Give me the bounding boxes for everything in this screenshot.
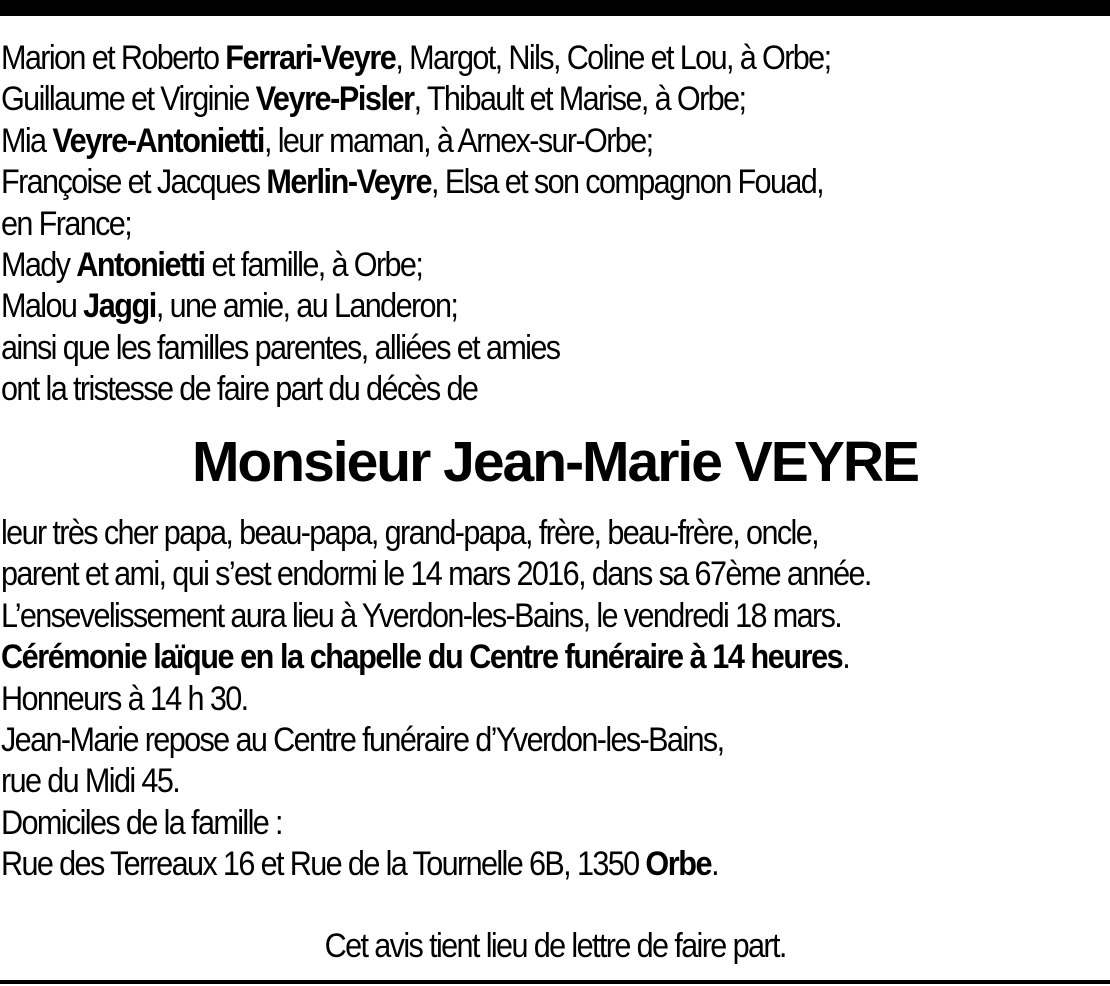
family-line	[1, 286, 996, 327]
ceremony-announcement: Cérémonie laïque en la chapelle du Centre funéraire à 14 heures	[1, 638, 843, 677]
family-line	[1, 162, 996, 203]
deceased-name-heading: Monsieur Jean-Marie VEYRE	[191, 430, 919, 494]
line-text: Marion et Roberto	[1, 39, 226, 77]
family-surname: Antonietti	[76, 245, 205, 284]
top-border-rule	[0, 0, 1110, 16]
closing-text: Cet avis tient lieu de lettre de faire part.	[324, 927, 786, 965]
family-surname: Ferrari-Veyre	[225, 39, 396, 77]
line-text: Jean-Marie repose au Centre funéraire d’Yverdon-les-Bains,	[1, 720, 724, 759]
line-text: L’ensevelissement aura lieu à Yverdon-les-Bains, le vendredi 18 mars.	[1, 596, 842, 635]
line-text: Mia	[1, 121, 53, 160]
line-text: Malou	[1, 287, 84, 326]
line-text: , une amie, au Landeron;	[155, 287, 458, 326]
family-line	[1, 369, 996, 410]
line-text: rue du Midi 45.	[1, 762, 180, 801]
line-text: , Thibault et Marise, à Orbe;	[413, 80, 746, 119]
detail-line	[1, 803, 996, 844]
line-text: Rue des Terreaux 16 et Rue de la Tournelle 6B, 1350	[1, 845, 646, 884]
family-list	[1, 38, 996, 411]
family-line	[1, 245, 996, 286]
line-text: Guillaume et Virginie	[1, 80, 256, 119]
line-text: parent et ami, qui s’est endormi le 14 mars 2016, dans sa 67ème année.	[1, 555, 871, 594]
detail-line	[1, 679, 996, 720]
family-surname: Jaggi	[83, 287, 156, 326]
town-name: Orbe	[645, 845, 712, 884]
line-text: leur très cher papa, beau-papa, grand-papa, frère, beau-frère, oncle,	[1, 514, 819, 552]
line-text: , Margot, Nils, Coline et Lou, à Orbe;	[395, 39, 831, 77]
line-text: ainsi que les familles parentes, alliées et amies	[1, 328, 560, 367]
line-text: Mady	[1, 245, 77, 284]
bottom-border-rule	[0, 980, 1110, 984]
family-surname: Merlin-Veyre	[266, 163, 432, 202]
detail-line	[1, 596, 996, 637]
family-line	[1, 79, 996, 120]
detail-line	[1, 720, 996, 761]
line-text: Honneurs à 14 h 30.	[1, 679, 248, 718]
line-text: .	[842, 638, 850, 677]
family-line	[1, 204, 996, 245]
family-line	[1, 38, 996, 79]
detail-line	[1, 761, 996, 802]
family-surname: Veyre-Antonietti	[52, 121, 264, 160]
line-text: , Elsa et son compagnon Fouad,	[431, 163, 824, 202]
family-line	[1, 328, 996, 369]
funeral-details	[1, 513, 996, 886]
family-line	[1, 121, 996, 162]
line-text: en France;	[1, 204, 132, 243]
line-text: .	[711, 845, 718, 884]
detail-line	[1, 513, 996, 554]
detail-line	[1, 554, 996, 595]
line-text: ont la tristesse de faire part du décès de	[1, 370, 478, 409]
closing-note	[0, 926, 1110, 967]
line-text: et famille, à Orbe;	[204, 245, 423, 284]
detail-line	[1, 637, 996, 678]
family-surname: Veyre-Pisler	[255, 80, 414, 119]
line-text: , leur maman, à Arnex-sur-Orbe;	[263, 121, 653, 160]
detail-line	[1, 844, 996, 885]
line-text: Françoise et Jacques	[1, 163, 267, 202]
line-text: Domiciles de la famille :	[1, 803, 282, 842]
